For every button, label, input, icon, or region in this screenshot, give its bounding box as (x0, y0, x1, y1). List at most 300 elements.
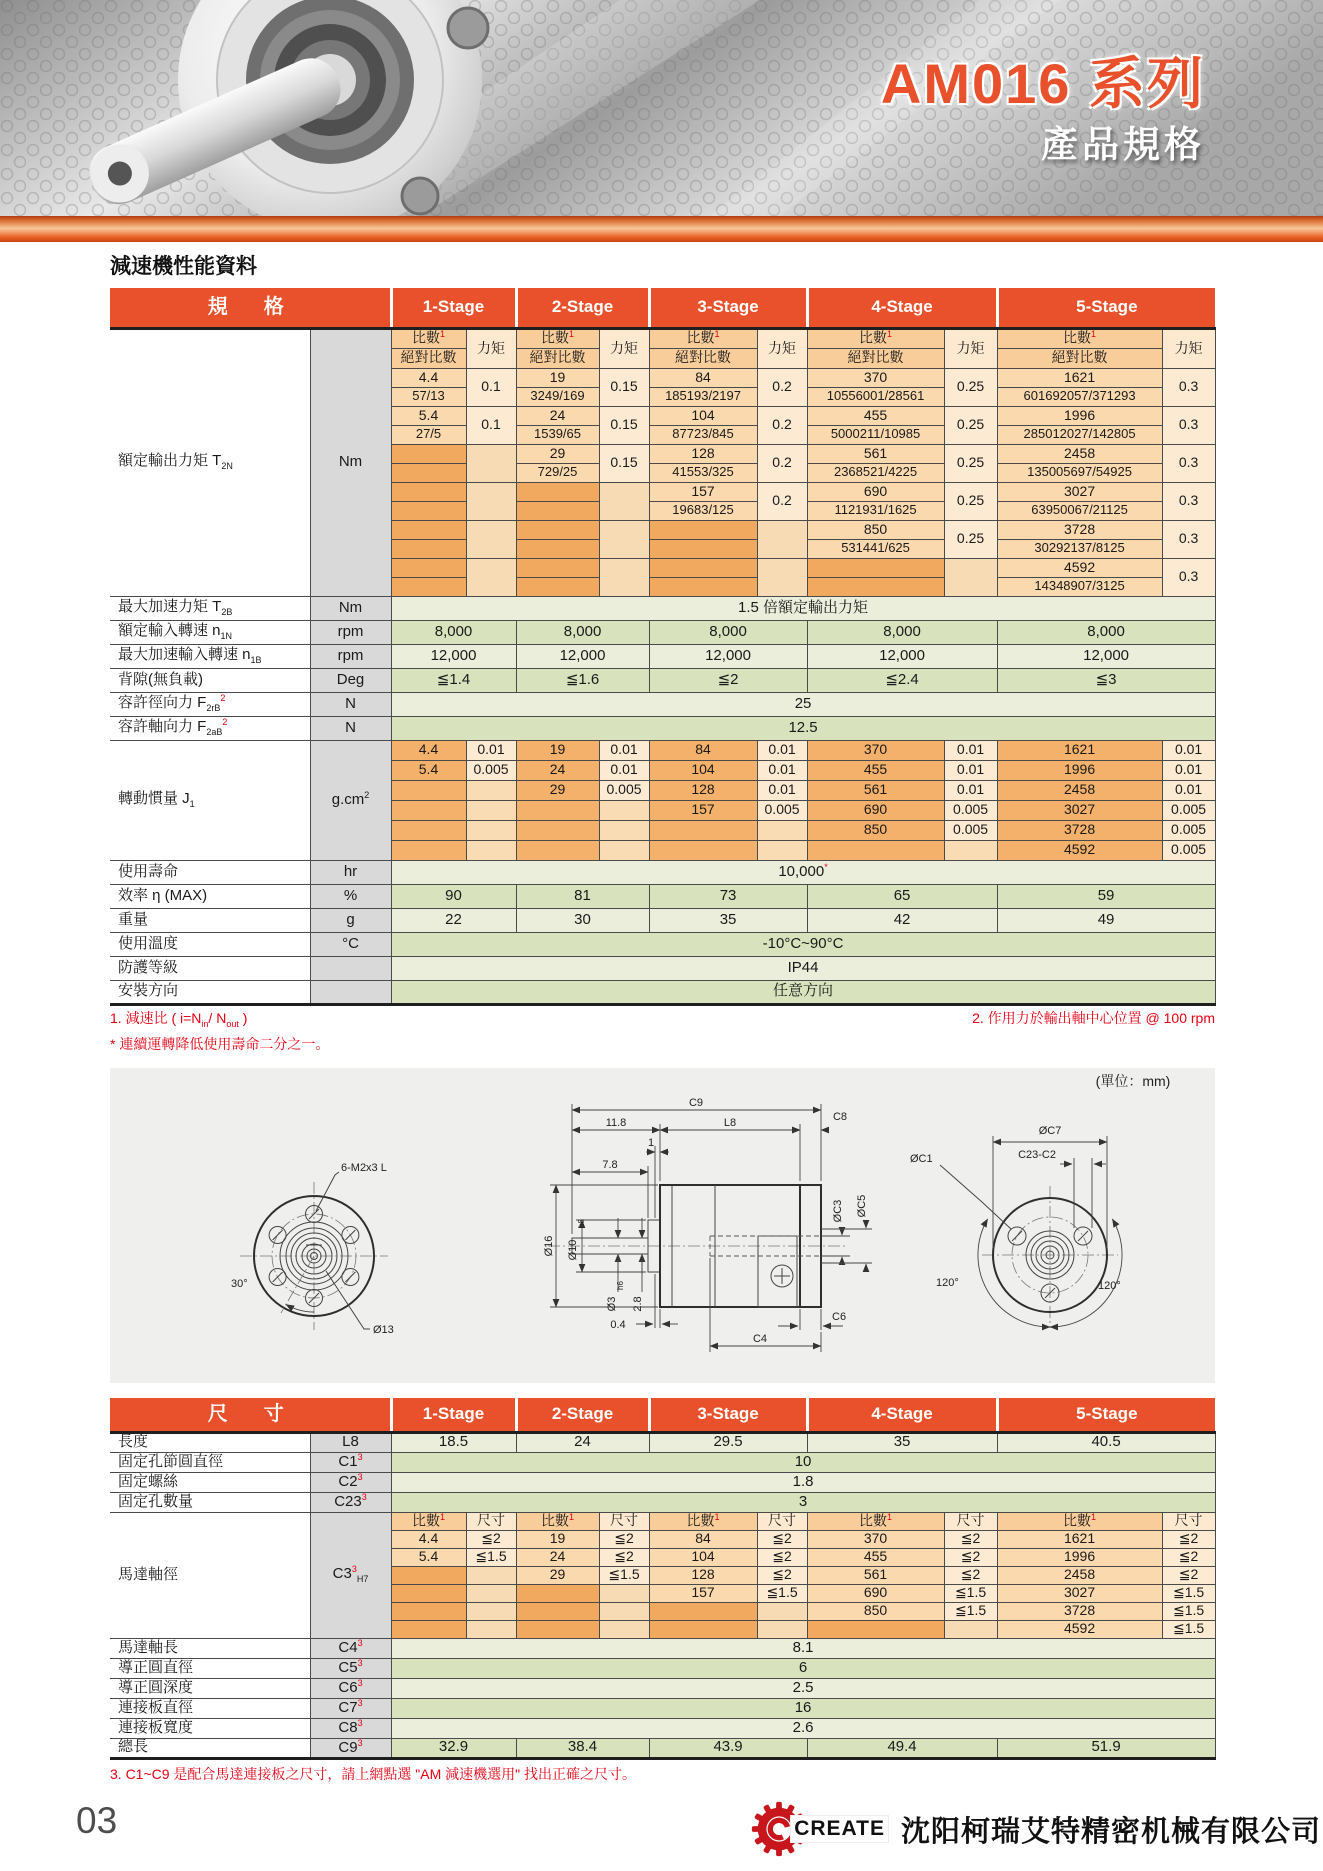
dim-b0-label-text: 馬達軸長 (118, 1638, 179, 1656)
torque-cell: 0.1 (466, 406, 516, 444)
inertia-ratio-cell: 370 (807, 740, 944, 760)
torque-cell: 0.3 (1162, 406, 1215, 444)
abs-ratio-cell: 729/25 (516, 463, 599, 482)
abs-ratio-cell: 285012027/142805 (997, 425, 1162, 444)
perf-spec-b5-value-text: 任意方向 (773, 982, 834, 1000)
dim-b2-value-text: 2.5 (792, 1678, 814, 1696)
inertia-ratio-cell: 29 (516, 780, 599, 800)
shaft-size-cell: ≦1.5 (466, 1548, 516, 1566)
dim-stage-header-4: 4-Stage (807, 1398, 997, 1432)
dim-a3-unit (310, 1492, 391, 1512)
abs-ratio-cell: 531441/625 (807, 539, 944, 558)
ratio-header-note: 1 (439, 329, 445, 340)
torque-cell: 0.25 (944, 368, 997, 406)
dim-c5: ØC5 (856, 1194, 868, 1218)
dim-b3-label-text: 連接板直徑 (118, 1698, 194, 1716)
perf-spec-b0-value-text: 10,000 (778, 863, 825, 881)
perf-spec-a3-value-s5: ≦3 (997, 668, 1215, 692)
dim-b0-label (110, 1638, 310, 1658)
dim-a0-value-s2: 24 (516, 1432, 649, 1452)
perf-spec-a2-row (110, 644, 1215, 668)
perf-spec-b4-value-text: IP44 (787, 958, 819, 976)
perf-spec-b1-label (110, 884, 310, 908)
dim-b1-value-text: 6 (798, 1658, 808, 1676)
dim-d10: Ø10 (567, 1239, 579, 1261)
torque-cell (466, 558, 516, 596)
dim-b3-unit-text: C7 (338, 1699, 358, 1717)
inertia-unit-unit-sup: 2 (364, 790, 370, 801)
perf-spec-a4-unit (310, 692, 391, 716)
shaft-size-header: 尺寸 (1162, 1512, 1215, 1530)
perf-spec-b2-value-s5: 49 (997, 908, 1215, 932)
perf-spec-a1-unit (310, 620, 391, 644)
shaft-code-code-sup: 3 (351, 1564, 357, 1575)
shaft-size-cell: ≦2 (944, 1548, 997, 1566)
footnote-1-mid: / N (208, 1010, 227, 1026)
inertia-value-cell (944, 840, 997, 860)
shaft-size-cell: ≦2 (757, 1566, 807, 1584)
dim-b3-unit-code-sup: 3 (357, 1698, 363, 1709)
inertia-ratio-cell: 850 (807, 820, 944, 840)
torque-cell: 0.15 (599, 368, 649, 406)
dim-b5-unit-text: C9 (338, 1738, 358, 1756)
torque-cell: 0.25 (944, 406, 997, 444)
side-view-drawing (543, 1097, 872, 1352)
perf-spec-b2-unit (310, 908, 391, 932)
dim-a3-value-text: 3 (798, 1492, 808, 1510)
ratio-cell: 24 (516, 406, 599, 425)
shaft-ratio-header (807, 1512, 944, 1530)
dim-b0-value-text: 8.1 (792, 1638, 814, 1656)
perf-spec-a3-label (110, 668, 310, 692)
dim-d3: Ø3 (606, 1296, 618, 1312)
perf-spec-b4-unit (310, 956, 391, 980)
inertia-ratio-cell: 690 (807, 800, 944, 820)
dim-b4-row (110, 1718, 1215, 1738)
ratio-cell (649, 558, 757, 577)
torque-cell: 0.1 (466, 368, 516, 406)
perf-spec-a5-label-text: 容許軸向力 F (118, 718, 207, 736)
perf-spec-b0-value-note: * (824, 862, 828, 873)
perf-spec-b5-label (110, 980, 310, 1004)
perf-spec-b1-label-text: 效率 η (MAX) (118, 886, 208, 904)
shaft-ratio-cell (391, 1602, 466, 1620)
shaft-ratio-cell: 3728 (997, 1602, 1162, 1620)
stage-header-1: 1-Stage (391, 288, 516, 328)
perf-spec-b1-value-s5: 59 (997, 884, 1215, 908)
dim-11-8: 11.8 (605, 1117, 627, 1129)
perf-spec-a3-label-text: 背隙(無負載) (118, 670, 203, 688)
perf-spec-b0-unit (310, 860, 391, 884)
torque-cell (599, 558, 649, 596)
shaft-ratio-header (997, 1512, 1162, 1530)
shaft-size-cell: ≦2 (599, 1530, 649, 1548)
torque-header: 力矩 (466, 328, 516, 368)
shaft-size-cell: ≦2 (944, 1530, 997, 1548)
shaft-ratio-cell: 690 (807, 1584, 944, 1602)
shaft-ratio-header-text: 比數 (411, 1512, 440, 1529)
front-screws-label: 6-M2x3 L (341, 1162, 387, 1174)
abs-ratio-cell: 2368521/4225 (807, 463, 944, 482)
dim-b0-unit-code-sup: 3 (357, 1638, 363, 1649)
inertia-ratio-cell: 4.4 (391, 740, 466, 760)
dim-7-8: 7.8 (602, 1159, 618, 1171)
perf-spec-a5-label-sup: 2 (222, 717, 228, 728)
ratio-header-note: 1 (714, 329, 720, 340)
dim-a1-value-text: 10 (794, 1452, 812, 1470)
inertia-value-cell: 0.01 (466, 740, 516, 760)
perf-spec-b3-value (391, 932, 1215, 956)
series-subtitle: 產品規格 (1041, 124, 1205, 165)
torque-cell (599, 482, 649, 520)
dim-c1: ØC1 (910, 1153, 933, 1165)
shaft-size-cell (466, 1602, 516, 1620)
abs-ratio-header: 絕對比數 (997, 348, 1162, 368)
dim-b4-unit (310, 1718, 391, 1738)
dim-b2-unit-code-sup: 3 (357, 1678, 363, 1689)
perf-spec-a2-value-s3: 12,000 (649, 644, 807, 668)
torque-header: 力矩 (757, 328, 807, 368)
shaft-ratio-cell (807, 1620, 944, 1638)
ratio-cell: 29 (516, 444, 599, 463)
ratio-cell (807, 558, 944, 577)
perf-spec-b2-value-s3: 35 (649, 908, 807, 932)
rear-angle-right: 120° (1098, 1280, 1121, 1292)
dim-a1-value (391, 1452, 1215, 1472)
front-angle-label: 30° (231, 1278, 248, 1290)
perf-spec-b3-row (110, 932, 1215, 956)
dim-b0-value (391, 1638, 1215, 1658)
dim-a2-unit-code-sup: 3 (357, 1472, 363, 1483)
shaft-size-cell (757, 1602, 807, 1620)
shaft-ratio-cell: 128 (649, 1566, 757, 1584)
shaft-size-cell: ≦1.5 (944, 1584, 997, 1602)
inertia-value-cell: 0.005 (1162, 820, 1215, 840)
ratio-cell: 19 (516, 368, 599, 387)
abs-ratio-cell: 63950067/21125 (997, 501, 1162, 520)
perf-spec-b4-label-text: 防護等級 (118, 958, 179, 976)
performance-section-title: 減速機性能資料 (110, 255, 257, 278)
perf-spec-b3-value-text: -10°C~90°C (762, 934, 844, 952)
dim-a1-label-text: 固定孔節圓直徑 (118, 1452, 224, 1470)
perf-spec-b1-unit (310, 884, 391, 908)
shaft-size-cell: ≦2 (944, 1566, 997, 1584)
dim-a0-value-s5: 40.5 (997, 1432, 1215, 1452)
perf-spec-b4-row (110, 956, 1215, 980)
abs-ratio-cell (516, 501, 599, 520)
inertia-value-cell (757, 820, 807, 840)
dim-a0-value-s4: 35 (807, 1432, 997, 1452)
rated-torque-label-sub: 2N (221, 461, 233, 472)
ratio-cell (391, 558, 466, 577)
shaft-ratio-cell: 84 (649, 1530, 757, 1548)
ratio-cell (391, 444, 466, 463)
dim-stage-header-5: 5-Stage (997, 1398, 1215, 1432)
abs-ratio-cell: 57/13 (391, 387, 466, 406)
shaft-ratio-cell: 3027 (997, 1584, 1162, 1602)
ratio-cell: 2458 (997, 444, 1162, 463)
inertia-ratio-cell: 5.4 (391, 760, 466, 780)
dim-stage-header-1: 1-Stage (391, 1398, 516, 1432)
dim-a3-value (391, 1492, 1215, 1512)
dim-0-4: 0.4 (610, 1319, 626, 1331)
dim-b0-unit (310, 1638, 391, 1658)
perf-spec-b1-value-s2: 81 (516, 884, 649, 908)
dim-c23-c2: C23-C2 (1018, 1149, 1056, 1161)
perf-spec-a1-value-s3: 8,000 (649, 620, 807, 644)
perf-spec-a5-unit (310, 716, 391, 740)
ratio-cell: 850 (807, 520, 944, 539)
dim-a3-label-text: 固定孔數量 (118, 1492, 194, 1510)
perf-spec-b2-row (110, 908, 1215, 932)
shaft-size-cell: ≦1.5 (944, 1602, 997, 1620)
shaft-size-cell (599, 1620, 649, 1638)
inertia-ratio-cell: 4592 (997, 840, 1162, 860)
dim-a2-label-text: 固定螺絲 (118, 1472, 179, 1490)
shaft-size-cell (599, 1584, 649, 1602)
inertia-unit (310, 740, 391, 860)
perf-spec-a0-label (110, 596, 310, 620)
shaft-ratio-cell: 19 (516, 1530, 599, 1548)
inertia-unit-text: g.cm (331, 791, 365, 809)
dim-corner-header: 尺 寸 (110, 1398, 391, 1432)
shaft-ratio-header-note: 1 (439, 1512, 445, 1522)
ratio-cell: 3027 (997, 482, 1162, 501)
footnote-1-sub1: in (201, 1018, 209, 1029)
perf-spec-a3-row (110, 668, 1215, 692)
dim-b2-label (110, 1678, 310, 1698)
inertia-row (110, 740, 1215, 760)
dim-a2-unit-text: C2 (338, 1473, 358, 1491)
footer-brand (748, 1798, 1321, 1860)
perf-spec-a5-value (391, 716, 1215, 740)
inertia-ratio-cell: 24 (516, 760, 599, 780)
inertia-value-cell (466, 820, 516, 840)
spec-corner-header: 規 格 (110, 288, 391, 328)
perf-spec-b5-unit (310, 980, 391, 1004)
front-view-drawing (231, 1162, 394, 1336)
dim-b4-label-text: 連接板寬度 (118, 1718, 194, 1736)
dim-a2-unit (310, 1472, 391, 1492)
shaft-label-text: 馬達軸徑 (118, 1565, 179, 1583)
perf-spec-a2-label-text: 最大加速輸入轉速 n (118, 645, 251, 663)
shaft-ratio-cell: 5.4 (391, 1548, 466, 1566)
perf-spec-b1-unit-text: % (343, 886, 358, 904)
dim-b3-value (391, 1698, 1215, 1718)
inertia-ratio-cell (649, 840, 757, 860)
footnote-2: 2. 作用力於輸出軸中心位置 @ 100 rpm (972, 1010, 1215, 1026)
torque-cell: 0.3 (1162, 368, 1215, 406)
inertia-value-cell: 0.005 (944, 820, 997, 840)
shaft-ratio-cell: 2458 (997, 1566, 1162, 1584)
perf-spec-b5-row (110, 980, 1215, 1004)
inertia-ratio-cell: 128 (649, 780, 757, 800)
perf-spec-b4-value (391, 956, 1215, 980)
shaft-ratio-cell: 1621 (997, 1530, 1162, 1548)
perf-spec-a4-label-sup: 2 (220, 693, 226, 704)
shaft-size-cell (944, 1620, 997, 1638)
perf-spec-b5-value (391, 980, 1215, 1004)
dim-a3-label (110, 1492, 310, 1512)
dim-a1-unit-text: C1 (338, 1453, 358, 1471)
dimensions-table (110, 1398, 1216, 1760)
perf-spec-b3-label (110, 932, 310, 956)
perf-spec-a5-label-sub: 2aB (206, 727, 223, 738)
inertia-value-cell: 0.01 (944, 740, 997, 760)
accent-bar (0, 216, 1323, 242)
stage-header-3: 3-Stage (649, 288, 807, 328)
inertia-value-cell: 0.01 (757, 740, 807, 760)
torque-cell: 0.3 (1162, 444, 1215, 482)
dim-a3-unit-text: C23 (334, 1493, 362, 1511)
shaft-ratio-cell: 24 (516, 1548, 599, 1566)
abs-ratio-header: 絕對比數 (807, 348, 944, 368)
inertia-ratio-cell (649, 820, 757, 840)
inertia-value-cell: 0.005 (466, 760, 516, 780)
inertia-ratio-cell: 1996 (997, 760, 1162, 780)
perf-spec-a4-value-text: 25 (794, 694, 812, 712)
shaft-ratio-header-note: 1 (569, 1512, 575, 1522)
stage-header-4: 4-Stage (807, 288, 997, 328)
perf-spec-a1-value-s1: 8,000 (391, 620, 516, 644)
inertia-value-cell: 0.005 (599, 780, 649, 800)
torque-cell: 0.15 (599, 406, 649, 444)
inertia-value-cell: 0.005 (1162, 800, 1215, 820)
perf-spec-b0-unit-text: hr (343, 862, 358, 880)
shaft-ratio-cell: 4592 (997, 1620, 1162, 1638)
front-bore-label: Ø13 (373, 1324, 394, 1336)
perf-spec-a3-unit-text: Deg (336, 670, 365, 688)
ratio-cell (516, 520, 599, 539)
perf-spec-a5-row (110, 716, 1215, 740)
shaft-ratio-cell (391, 1620, 466, 1638)
perf-spec-a0-label-text: 最大加速力矩 T (118, 597, 222, 615)
series-title: AM016 系列 (880, 52, 1205, 115)
abs-ratio-cell: 87723/845 (649, 425, 757, 444)
ratio-cell: 370 (807, 368, 944, 387)
dimension-diagram-panel (110, 1068, 1215, 1383)
torque-cell: 0.25 (944, 520, 997, 558)
torque-cell: 0.25 (944, 482, 997, 520)
perf-spec-b0-row (110, 860, 1215, 884)
rated-torque-unit-text: Nm (338, 453, 363, 471)
dim-b4-label (110, 1718, 310, 1738)
dim-l8: L8 (723, 1117, 737, 1129)
torque-cell: 0.2 (757, 482, 807, 520)
ratio-cell (649, 520, 757, 539)
dim-a0-value-s3: 29.5 (649, 1432, 807, 1452)
dim-a1-label (110, 1452, 310, 1472)
dim-b1-unit-code-sup: 3 (357, 1658, 363, 1669)
inertia-value-cell: 0.005 (1162, 840, 1215, 860)
ratio-header-note: 1 (569, 329, 575, 340)
inertia-ratio-cell: 19 (516, 740, 599, 760)
ratio-header-note: 1 (887, 329, 893, 340)
inertia-value-cell: 0.01 (944, 780, 997, 800)
perf-spec-a2-value-s2: 12,000 (516, 644, 649, 668)
ratio-header (516, 328, 599, 348)
dim-c6: C6 (832, 1311, 847, 1323)
ratio-header-text: 比數 (541, 330, 569, 347)
shaft-label (110, 1512, 310, 1638)
perf-spec-b2-label (110, 908, 310, 932)
ratio-cell: 690 (807, 482, 944, 501)
shaft-ratio-cell: 157 (649, 1584, 757, 1602)
abs-ratio-cell (649, 577, 757, 596)
torque-cell: 0.2 (757, 444, 807, 482)
abs-ratio-cell: 601692057/371293 (997, 387, 1162, 406)
perf-spec-a4-label-text: 容許徑向力 F (118, 694, 207, 712)
shaft-ratio-cell (516, 1620, 599, 1638)
rear-view-drawing (910, 1125, 1122, 1328)
ratio-cell: 4.4 (391, 368, 466, 387)
perf-spec-b2-label-text: 重量 (118, 910, 149, 928)
dim-d16: Ø16 (543, 1235, 555, 1257)
shaft-ratio-cell: 29 (516, 1566, 599, 1584)
dim-b5-value-s5: 51.9 (997, 1738, 1215, 1758)
torque-cell: 0.3 (1162, 558, 1215, 596)
inertia-value-cell (599, 840, 649, 860)
perf-spec-b2-unit-text: g (346, 910, 355, 928)
shaft-ratio-header-text: 比數 (859, 1512, 888, 1529)
inertia-ratio-cell (516, 820, 599, 840)
dim-b5-label (110, 1738, 310, 1758)
torque-header: 力矩 (1162, 328, 1215, 368)
dim-b3-label (110, 1698, 310, 1718)
ratio-cell: 5.4 (391, 406, 466, 425)
shaft-ratio-header-text: 比數 (541, 1512, 569, 1529)
inertia-label-text: 轉動慣量 J (118, 789, 190, 807)
ratio-cell: 128 (649, 444, 757, 463)
shaft-size-cell: ≦2 (1162, 1548, 1215, 1566)
shaft-size-cell (466, 1620, 516, 1638)
dim-a1-row (110, 1452, 1215, 1472)
perf-spec-b5-label-text: 安裝方向 (118, 982, 179, 1000)
perf-spec-a3-value-s4: ≦2.4 (807, 668, 997, 692)
shaft-ratio-cell: 370 (807, 1530, 944, 1548)
dim-b5-unit (310, 1738, 391, 1758)
dim-d10-tol: h8 (577, 1219, 586, 1228)
shaft-ratio-cell: 104 (649, 1548, 757, 1566)
dim-c3: ØC3 (832, 1199, 844, 1223)
perf-spec-a0-value-text: 1.5 倍額定輸出力矩 (738, 598, 869, 616)
dim-a2-row (110, 1472, 1215, 1492)
inertia-value-cell: 0.01 (757, 780, 807, 800)
ratio-cell: 84 (649, 368, 757, 387)
abs-ratio-cell: 27/5 (391, 425, 466, 444)
dim-a0-unit-text: L8 (342, 1433, 359, 1451)
dim-b1-unit (310, 1658, 391, 1678)
perf-spec-b4-label (110, 956, 310, 980)
abs-ratio-cell (807, 577, 944, 596)
shaft-size-header: 尺寸 (599, 1512, 649, 1530)
perf-spec-a4-label-sub: 2rB (206, 703, 221, 714)
inertia-ratio-cell: 2458 (997, 780, 1162, 800)
rated-torque-label-text: 額定輸出力矩 T (118, 452, 222, 470)
ratio-cell (391, 520, 466, 539)
perf-spec-a2-value-s4: 12,000 (807, 644, 997, 668)
rated-torque-label (110, 328, 310, 596)
perf-spec-b0-label-text: 使用壽命 (118, 862, 179, 880)
abs-ratio-cell: 10556001/28561 (807, 387, 944, 406)
torque-cell (757, 558, 807, 596)
dim-c9: C9 (688, 1097, 704, 1109)
abs-ratio-cell (516, 577, 599, 596)
inertia-ratio-cell (807, 840, 944, 860)
dim-b4-unit-code-sup: 3 (357, 1718, 363, 1729)
perf-spec-b2-value-s2: 30 (516, 908, 649, 932)
inertia-ratio-cell: 157 (649, 800, 757, 820)
